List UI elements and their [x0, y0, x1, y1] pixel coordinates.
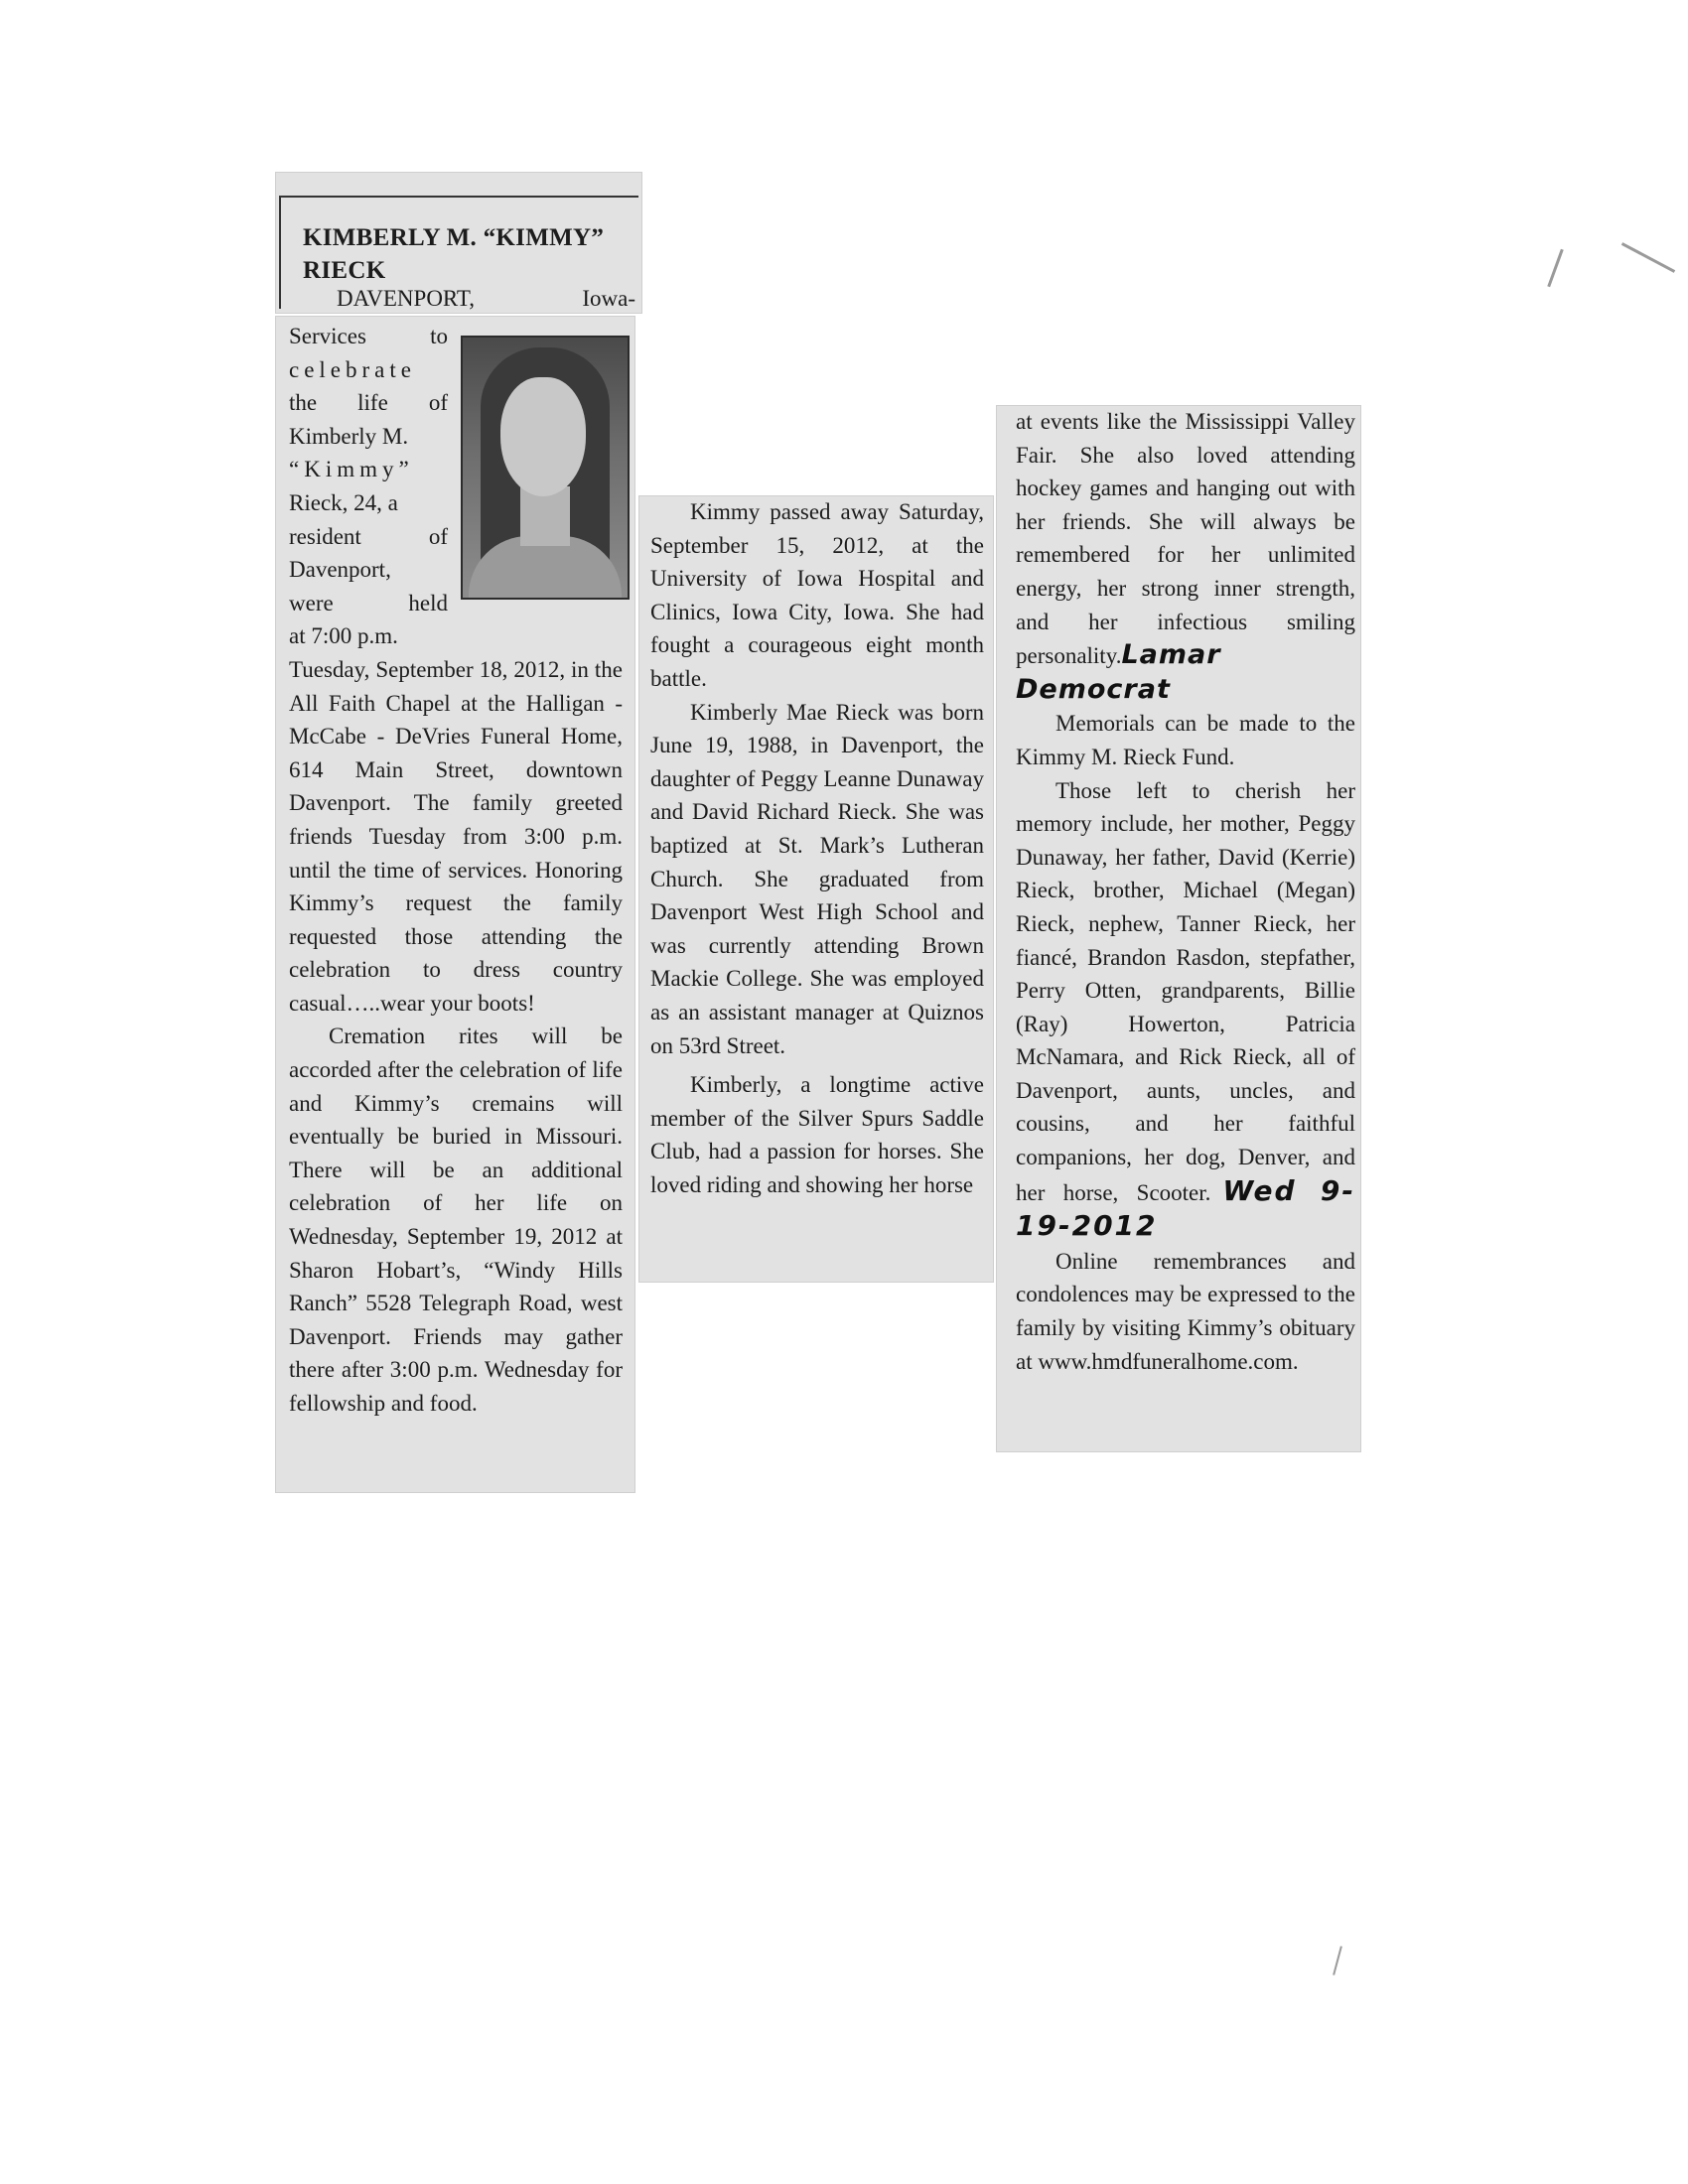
- column-2-text: [650, 495, 984, 1201]
- obituary-column-2-clipping: [638, 495, 994, 1283]
- paragraph: Tuesday, September 18, 2012, in the All Faith Chapel at the Halligan - McCabe - DeVries Funeral Home, 614 Main Street, downtown Davenport. The family greeted friends Tuesday from 3:00 p.m. until the time of services. Honoring Kimmy’s request the family requested those attending the celebration to dress country casual…..wear your boots!: [289, 656, 623, 1016]
- wrapped-line: at 7:00 p.m.: [289, 623, 398, 649]
- paragraph: Kimberly, a longtime active member of the Silver Spurs Saddle Club, had a passion for horses. She loved riding and showing her horse: [650, 1072, 984, 1197]
- header-rule: [279, 196, 638, 198]
- wrapped-line: resident of: [289, 523, 448, 549]
- wrapped-line: celebrate: [289, 356, 416, 382]
- handwritten-source-note: Lamar Democrat: [1016, 639, 1221, 705]
- paragraph: Kimmy passed away Saturday, September 15, 2012, at the University of Iowa Hospital and Clinics, Iowa City, Iowa. She had fought a courageous eight month battle.: [650, 499, 984, 691]
- paragraph: Memorials can be made to the Kimmy M. Rieck Fund.: [1016, 711, 1355, 769]
- obituary-header-clipping: [275, 172, 642, 314]
- paragraph-text: Those left to cherish her memory include, her mother, Peggy Dunaway, her father, David (Kerrie) Rieck, brother, Michael (Megan) Rieck, nephew, Tanner Rieck, her fiancé, Brandon Rasdon, stepfather, Perry Otten, grandparents, Billie (Ray) Howerton, Patricia McNamara, and Rick Rieck, all of Davenport, aunts, uncles, and cousins, and her faithful companions, her dog, Denver, and her horse, Scooter.: [1016, 777, 1355, 1205]
- header-rule-vertical: [279, 196, 281, 309]
- scan-mark: [1333, 1946, 1342, 1975]
- scan-mark: [1547, 249, 1564, 288]
- wrapped-line: Rieck, 24, a: [289, 489, 398, 515]
- column-1-text: [289, 320, 623, 1421]
- wrapped-line: “Kimmy”: [289, 457, 414, 482]
- wrapped-line: were held: [289, 590, 448, 615]
- dateline: DAVENPORT, Iowa-: [337, 286, 635, 311]
- paragraph: [1016, 405, 1355, 707]
- obituary-column-1-clipping: [275, 316, 635, 1493]
- paragraph-text: at events like the Mississippi Valley Fair. She also loved attending hockey games and hanging out with her friends. She will always be remembered for her unlimited energy, her strong inner strength, and her infectious smiling personality.: [1016, 409, 1355, 669]
- handwritten-date-note: Wed 9-19-2012: [1016, 1173, 1355, 1243]
- wrapped-line: Services to: [289, 324, 448, 348]
- wrapped-line: Kimberly M.: [289, 423, 409, 449]
- wrapped-line: the life of: [289, 390, 448, 416]
- wrapped-line: Davenport,: [289, 557, 391, 583]
- wrapped-lines: [289, 320, 448, 653]
- obituary-column-3-clipping: [996, 405, 1361, 1452]
- scan-mark: [1621, 242, 1675, 273]
- paragraph: [1016, 774, 1355, 1245]
- paragraph: Kimberly Mae Rieck was born June 19, 1988, in Davenport, the daughter of Peggy Leanne Dunaway and David Richard Rieck. She was baptized at St. Mark’s Lutheran Church. She graduated from Davenport West High School and was currently attending Brown Mackie College. She was employed as an assistant manager at Quiznos on 53rd Street.: [650, 699, 984, 1058]
- paragraph: Cremation rites will be accorded after the celebration of life and Kimmy’s cremains will eventually be buried in Missouri. There will be an additional celebration of her life on Wednesday, September 19, 2012 at Sharon Hobart’s, “Windy Hills Ranch” 5528 Telegraph Road, west Davenport. Friends may gather there after 3:00 p.m. Wednesday for fellowship and food.: [289, 1024, 623, 1416]
- obituary-headline: KIMBERLY M. “KIMMY” RIECK: [303, 224, 605, 284]
- paragraph: Online remembrances and condolences may be expressed to the family by visiting Kimmy’s obituary at www.hmdfuneralhome.com.: [1016, 1248, 1355, 1374]
- column-3-text: [1016, 405, 1355, 1378]
